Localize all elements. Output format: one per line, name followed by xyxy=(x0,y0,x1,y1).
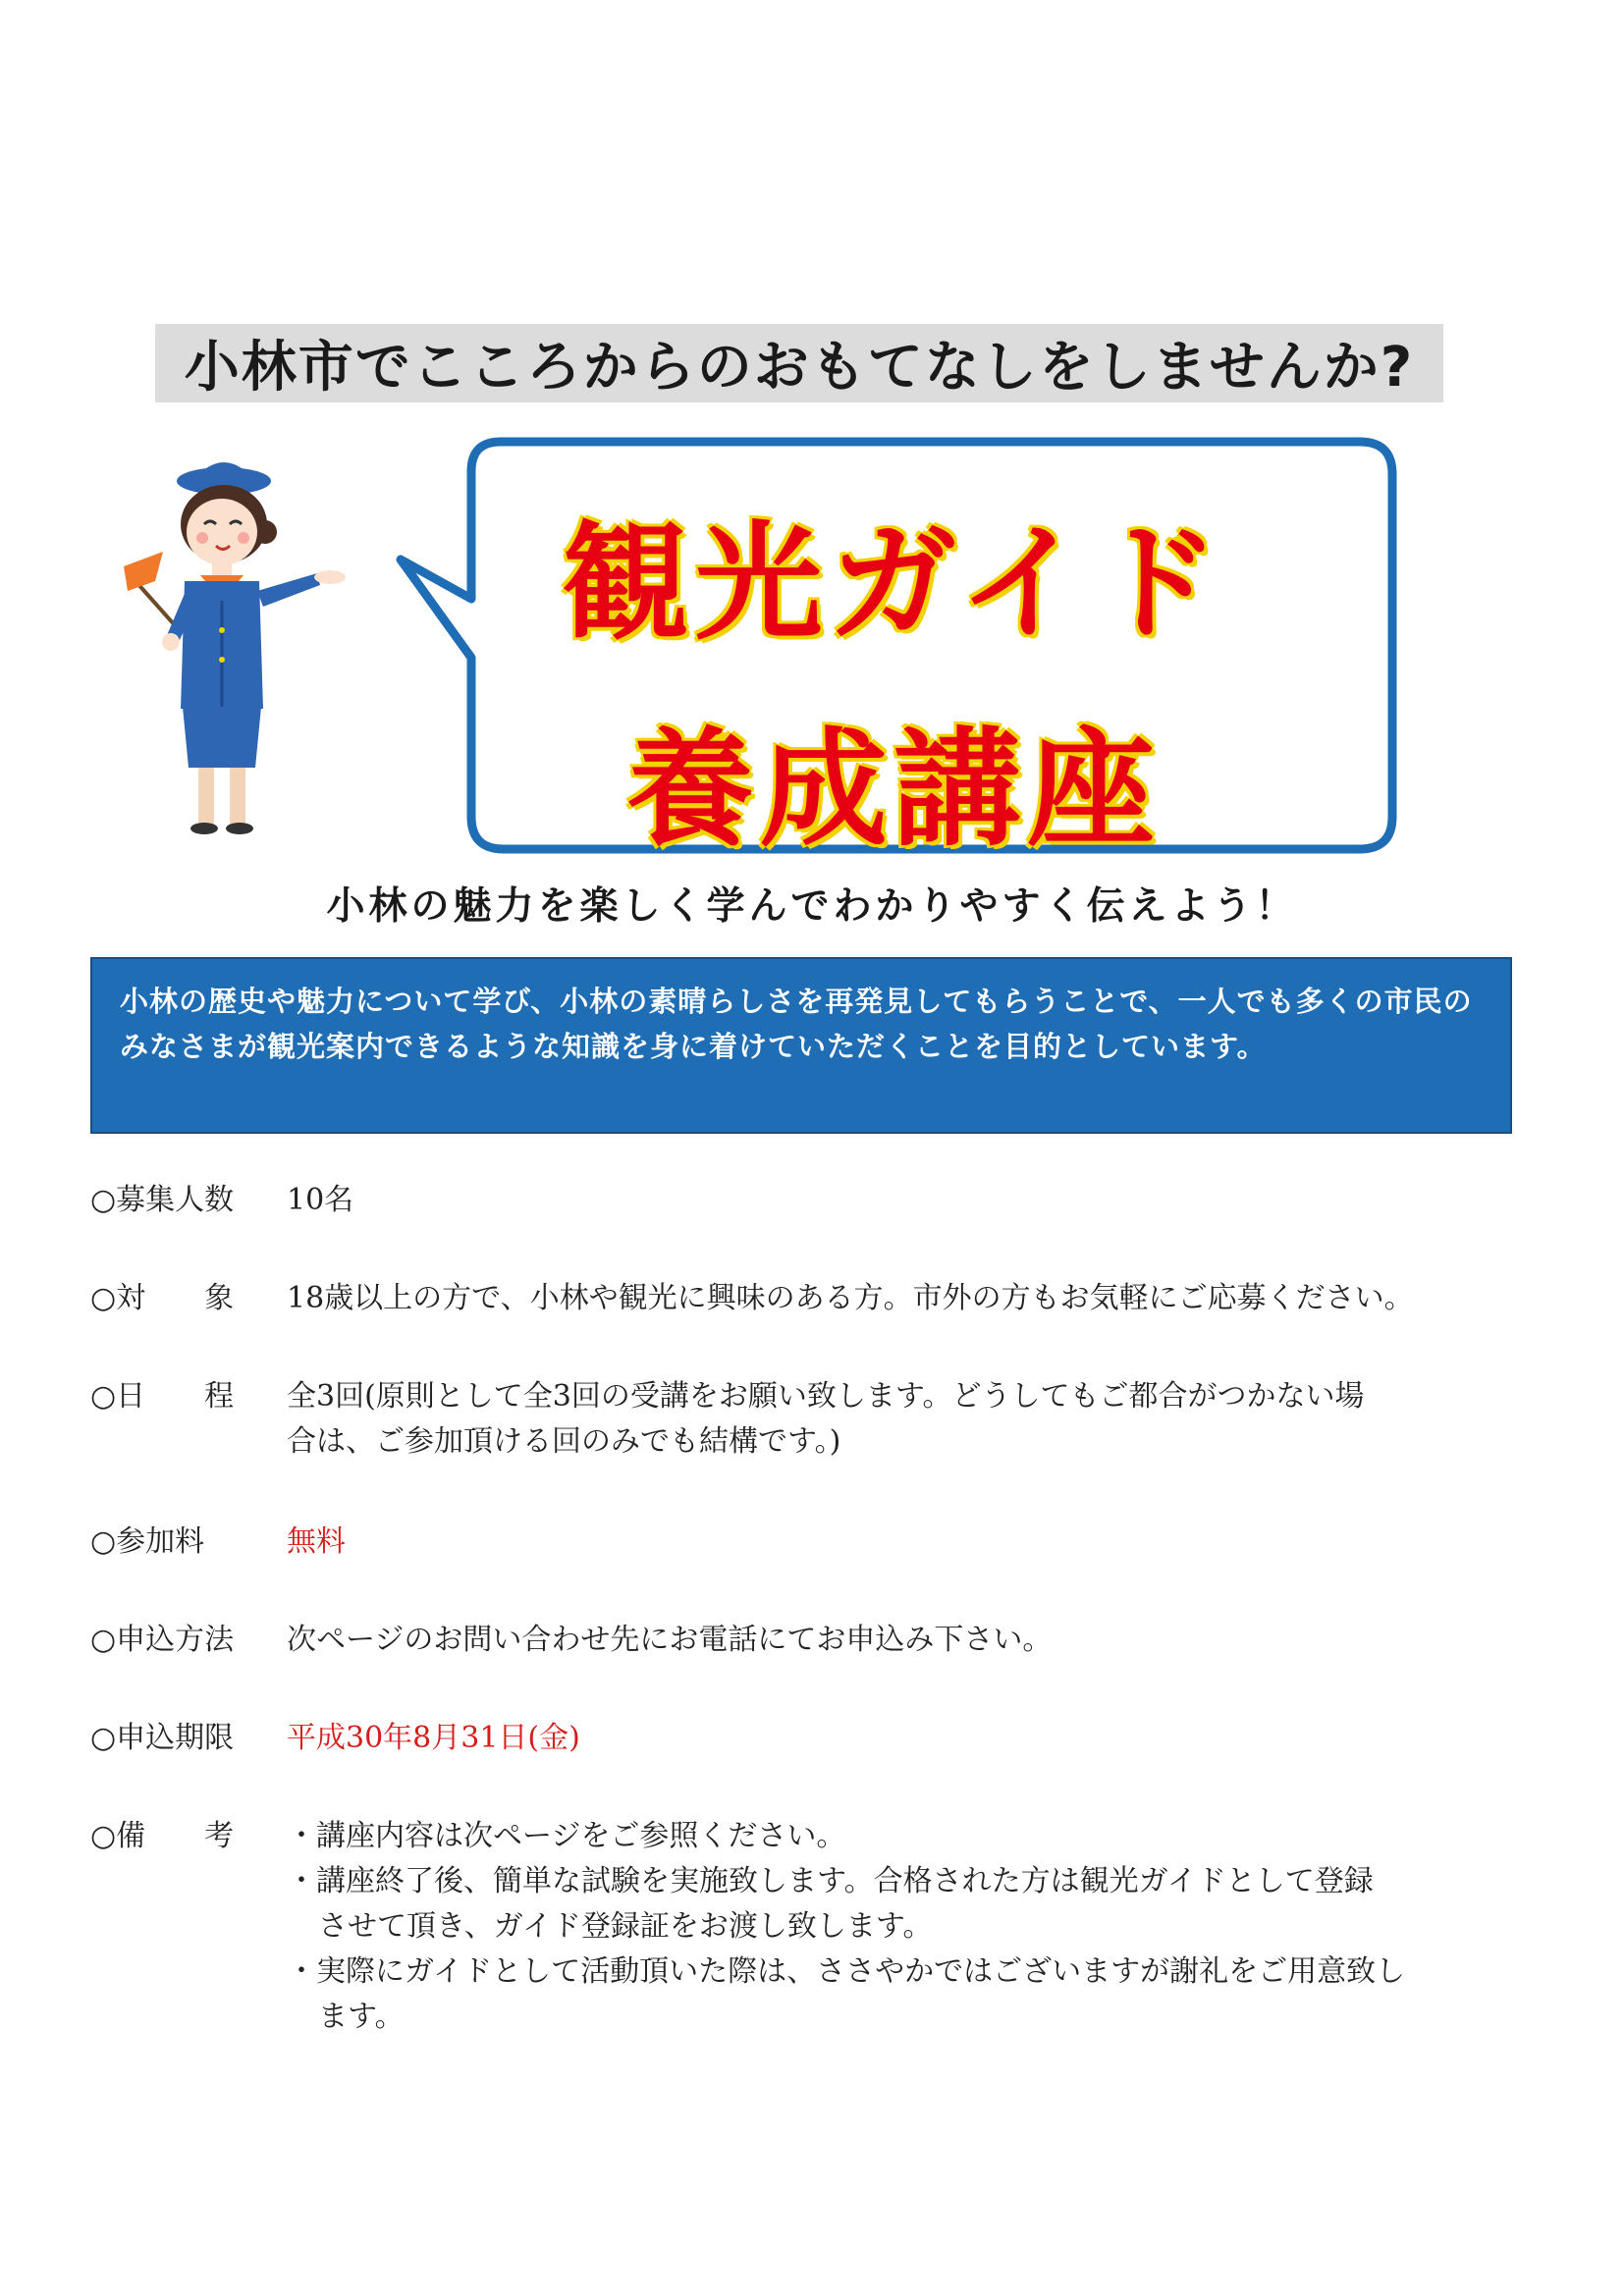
headline: 小林市でこころからのおもてなしをしませんか? xyxy=(155,324,1443,402)
deadline-value: 平成30年8月31日(金) xyxy=(287,1721,580,1755)
item-method xyxy=(90,1618,1052,1663)
notes-value xyxy=(287,1814,1405,2040)
subtitle: 小林の魅力を楽しく学んでわかりやすく伝えよう！ xyxy=(326,884,1298,929)
target-value: 18歳以上の方で、小林や観光に興味のある方。市外の方もお気軽にご応募ください。 xyxy=(287,1281,1414,1315)
schedule-value xyxy=(287,1374,1364,1465)
schedule-line-2: 合は、ご参加頂ける回のみでも結構です。) xyxy=(287,1424,841,1459)
tour-guide-illustration xyxy=(116,454,361,846)
title-line-2: 養成講座 xyxy=(625,715,1161,864)
schedule-line-1: 全3回(原則として全3回の受講をお願い致します。どうしてもご都合がつかない場 xyxy=(287,1379,1365,1414)
item-schedule xyxy=(90,1374,1364,1465)
capacity-value: 10名 xyxy=(287,1183,354,1217)
note-bullet-2: ・講座終了後、簡単な試験を実施致します。合格された方は観光ガイドとして登録 xyxy=(287,1864,1374,1898)
capacity-label: ○募集人数 xyxy=(90,1183,235,1217)
note-bullet-3: ・実際にガイドとして活動頂いた際は、ささやかではございますが謝礼をご用意致し xyxy=(287,1954,1406,1989)
intro-band xyxy=(90,957,1512,1134)
note-bullet-3-cont: ます。 xyxy=(318,2000,405,2034)
target-label: ○対 象 xyxy=(90,1281,235,1315)
item-deadline xyxy=(90,1716,580,1761)
deadline-label: ○申込期限 xyxy=(90,1721,235,1755)
item-capacity xyxy=(90,1178,353,1223)
title-line-1: 観光ガイド xyxy=(561,508,1226,658)
intro-text: 小林の歴史や魅力について学び、小林の素晴らしさを再発見してもらうことで、一人でも多くの市民のみなさまが観光案内できるような知識を身に着けていただくことを目的としています。 xyxy=(120,985,1473,1063)
item-notes xyxy=(90,1814,1405,2040)
method-value: 次ページのお問い合わせ先にお電話にてお申込み下さい。 xyxy=(287,1623,1053,1657)
method-label: ○申込方法 xyxy=(90,1623,235,1657)
fee-label: ○参加料 xyxy=(90,1524,205,1559)
item-target xyxy=(90,1276,1414,1321)
note-bullet-2-cont: させて頂き、ガイド登録証をお渡し致します。 xyxy=(318,1909,933,1944)
note-bullet-1: ・講座内容は次ページをご参照ください。 xyxy=(287,1819,846,1853)
notes-label: ○備 考 xyxy=(90,1819,235,1853)
fee-value: 無料 xyxy=(287,1524,346,1559)
schedule-label: ○日 程 xyxy=(90,1379,235,1414)
item-fee xyxy=(90,1520,346,1565)
